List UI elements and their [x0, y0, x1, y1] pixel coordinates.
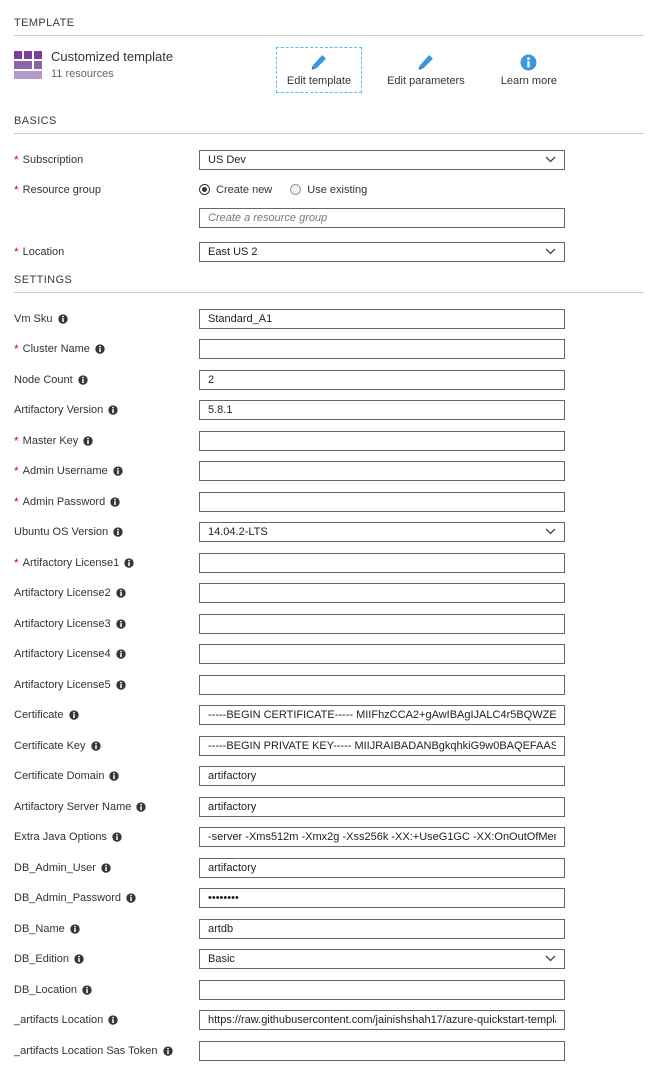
admin-username-input[interactable]: [199, 461, 565, 481]
info-icon[interactable]: [124, 558, 134, 568]
artifacts-location-sas-token-label: [14, 1044, 199, 1058]
edit-template-label: Edit template: [286, 75, 352, 87]
info-icon[interactable]: [163, 1046, 173, 1056]
db-name-label-text: DB_Name: [14, 922, 65, 935]
field-row-certificate: [14, 705, 644, 725]
template-section-header: TEMPLATE: [14, 17, 75, 29]
artifactory-license2-input[interactable]: [199, 583, 565, 603]
db-edition-value: Basic: [208, 953, 235, 965]
required-asterisk: *: [14, 494, 19, 509]
field-row-artifactory-license5: [14, 675, 644, 695]
pencil-icon: [310, 54, 327, 71]
required-asterisk: *: [14, 555, 19, 570]
template-icon: [14, 51, 42, 79]
vm-sku-label-text: Vm Sku: [14, 312, 53, 325]
info-icon[interactable]: [108, 1015, 118, 1025]
required-asterisk: *: [14, 464, 19, 478]
master-key-label: [14, 434, 199, 448]
admin-username-label: [14, 464, 199, 478]
field-row-admin-username: [14, 461, 644, 481]
vm-sku-label: [14, 312, 199, 326]
info-icon[interactable]: [69, 710, 79, 720]
admin-username-label-text: Admin Username: [22, 465, 108, 477]
settings-section-header: SETTINGS: [14, 273, 73, 286]
db-edition-label: [14, 952, 199, 966]
artifactory-license1-label-text: Artifactory License1: [22, 556, 120, 569]
artifactory-server-name-label: [14, 800, 199, 814]
db-admin-user-label-text: DB_Admin_User: [14, 861, 96, 874]
artifactory-license3-label: [14, 617, 199, 631]
template-card-text: [51, 47, 173, 80]
cluster-name-label-text: Cluster Name: [22, 343, 90, 355]
ubuntu-os-version-label: [14, 525, 199, 539]
use-existing-radio-label[interactable]: Use existing: [307, 183, 368, 196]
field-row-admin-password: [14, 492, 644, 512]
artifacts-location-sas-token-label-text: _artifacts Location Sas Token: [14, 1044, 158, 1057]
field-row-cluster-name: [14, 339, 644, 359]
master-key-input[interactable]: [199, 431, 565, 451]
subscription-dropdown[interactable]: [199, 150, 565, 170]
settings-section-divider: [14, 292, 644, 293]
artifacts-location-label: [14, 1013, 199, 1027]
artifactory-license1-input[interactable]: [199, 553, 565, 573]
certificate-input[interactable]: [199, 705, 565, 725]
info-icon[interactable]: [70, 924, 80, 934]
node-count-label: [14, 373, 199, 387]
info-icon[interactable]: [116, 680, 126, 690]
radio-checked-icon: [199, 184, 210, 195]
info-icon[interactable]: [78, 375, 88, 385]
info-icon[interactable]: [136, 802, 146, 812]
artifactory-license2-label: [14, 586, 199, 600]
artifactory-license3-input[interactable]: [199, 614, 565, 634]
admin-password-input[interactable]: [199, 492, 565, 512]
info-icon[interactable]: [116, 649, 126, 659]
db-admin-password-label: [14, 891, 199, 905]
db-name-input[interactable]: [199, 919, 565, 939]
resource-group-radio-group: [199, 182, 565, 198]
certificate-domain-label-text: Certificate Domain: [14, 770, 105, 782]
settings-form: [14, 309, 644, 1061]
info-icon[interactable]: [126, 893, 136, 903]
subscription-label: * Subscription: [14, 153, 84, 167]
extra-java-options-input[interactable]: [199, 827, 565, 847]
cluster-name-label: [14, 342, 199, 356]
use-existing-radio[interactable]: [290, 184, 367, 196]
admin-password-label-text: Admin Password: [22, 495, 106, 508]
certificate-key-label-text: Certificate Key: [14, 739, 86, 752]
template-actions: [276, 47, 568, 93]
field-row-db-admin-password: [14, 888, 644, 908]
subscription-value: US Dev: [208, 154, 246, 166]
db-admin-password-input[interactable]: [199, 888, 565, 908]
field-row-artifactory-license2: [14, 583, 644, 603]
artifacts-location-sas-token-input[interactable]: [199, 1041, 565, 1061]
info-icon[interactable]: [91, 741, 101, 751]
ubuntu-os-version-value: 14.04.2-LTS: [208, 526, 268, 538]
edit-parameters-label: Edit parameters: [387, 75, 465, 87]
field-row-certificate-key: [14, 736, 644, 756]
certificate-label: [14, 708, 199, 722]
create-new-radio[interactable]: [199, 184, 272, 196]
chevron-down-icon: [545, 154, 556, 166]
resource-group-label: * Resource group: [14, 182, 101, 197]
basics-section-header: BASICS: [14, 115, 57, 127]
field-row-vm-sku: [14, 309, 644, 329]
template-resource-count: 11 resources: [51, 68, 114, 80]
certificate-key-input[interactable]: [199, 736, 565, 756]
required-asterisk: *: [14, 342, 19, 356]
ubuntu-os-version-dropdown[interactable]: [199, 522, 565, 542]
info-icon[interactable]: [82, 985, 92, 995]
subscription-row: [14, 150, 644, 170]
field-row-db-edition: [14, 949, 644, 969]
field-row-artifactory-license3: [14, 614, 644, 634]
edit-template-button[interactable]: [276, 47, 362, 93]
field-row-extra-java-options: [14, 827, 644, 847]
required-asterisk: *: [14, 244, 19, 259]
field-row-artifactory-server-name: [14, 797, 644, 817]
db-admin-user-input[interactable]: [199, 858, 565, 878]
certificate-key-label: [14, 739, 199, 753]
artifactory-license4-input[interactable]: [199, 644, 565, 664]
field-row-certificate-domain: [14, 766, 644, 786]
location-value: East US 2: [208, 245, 258, 258]
db-location-input[interactable]: [199, 980, 565, 1000]
field-row-master-key: [14, 431, 644, 451]
create-new-radio-label[interactable]: Create new: [216, 183, 273, 196]
extra-java-options-label-text: Extra Java Options: [14, 831, 107, 843]
extra-java-options-label: [14, 830, 199, 844]
info-icon[interactable]: [116, 619, 126, 629]
chevron-down-icon: [545, 246, 556, 258]
template-section-divider: [14, 35, 644, 36]
field-row-artifactory-version: [14, 400, 644, 420]
learn-more-button[interactable]: [490, 47, 568, 93]
db-name-label: [14, 922, 199, 936]
artifactory-license4-label: [14, 647, 199, 661]
resource-group-row: [14, 181, 644, 228]
artifactory-license5-input[interactable]: [199, 675, 565, 695]
db-location-label: [14, 983, 199, 997]
vm-sku-input[interactable]: [199, 309, 565, 329]
location-row: [14, 242, 644, 262]
info-icon[interactable]: [58, 314, 68, 324]
field-row-artifactory-license4: [14, 644, 644, 664]
artifactory-version-label: [14, 403, 199, 417]
info-icon: [520, 54, 537, 71]
info-icon[interactable]: [74, 954, 84, 964]
location-label: * Location: [14, 244, 65, 259]
radio-unchecked-icon: [290, 184, 301, 195]
field-row-db-admin-user: [14, 858, 644, 878]
basics-section-divider: [14, 133, 644, 134]
artifacts-location-label-text: _artifacts Location: [14, 1014, 104, 1026]
field-row-db-name: [14, 919, 644, 939]
artifactory-version-label-text: Artifactory Version: [14, 404, 104, 416]
required-asterisk: *: [14, 182, 19, 197]
chevron-down-icon: [545, 953, 556, 965]
artifactory-license5-label: [14, 678, 199, 692]
artifactory-license5-label-text: Artifactory License5: [14, 678, 111, 691]
info-icon[interactable]: [113, 527, 123, 537]
learn-more-label: Learn more: [500, 75, 557, 87]
certificate-domain-label: [14, 769, 199, 783]
node-count-input[interactable]: [199, 370, 565, 390]
field-row-artifactory-license1: [14, 553, 644, 573]
field-row-artifacts-location-sas-token: [14, 1041, 644, 1061]
artifacts-location-input[interactable]: [199, 1010, 565, 1030]
db-location-label-text: DB_Location: [14, 983, 77, 996]
artifactory-server-name-input[interactable]: [199, 797, 565, 817]
artifactory-license4-label-text: Artifactory License4: [14, 648, 111, 660]
required-asterisk: *: [14, 433, 19, 448]
info-icon[interactable]: [110, 497, 120, 507]
template-card: [14, 47, 644, 91]
chevron-down-icon: [545, 526, 556, 538]
master-key-label-text: Master Key: [22, 434, 79, 447]
info-icon[interactable]: [101, 863, 111, 873]
pencil-icon: [417, 54, 434, 71]
info-icon[interactable]: [83, 436, 93, 446]
node-count-label-text: Node Count: [14, 373, 73, 386]
artifactory-server-name-label-text: Artifactory Server Name: [14, 800, 132, 813]
certificate-label-text: Certificate: [14, 709, 64, 721]
db-edition-dropdown[interactable]: [199, 949, 565, 969]
info-icon[interactable]: [95, 344, 105, 354]
info-icon[interactable]: [112, 832, 122, 842]
location-dropdown[interactable]: [199, 242, 565, 262]
ubuntu-os-version-label-text: Ubuntu OS Version: [14, 526, 109, 538]
basics-form: [14, 150, 644, 262]
admin-password-label: [14, 495, 199, 509]
cluster-name-input[interactable]: [199, 339, 565, 359]
info-icon[interactable]: [116, 588, 126, 598]
resource-group-name-input[interactable]: [199, 208, 565, 228]
info-icon[interactable]: [113, 466, 123, 476]
info-icon[interactable]: [109, 771, 119, 781]
field-row-db-location: [14, 980, 644, 1000]
db-admin-user-label: [14, 861, 199, 875]
info-icon[interactable]: [108, 405, 118, 415]
field-row-ubuntu-os-version: [14, 522, 644, 542]
field-row-artifacts-location: [14, 1010, 644, 1030]
edit-parameters-button[interactable]: [376, 47, 476, 93]
certificate-domain-input[interactable]: [199, 766, 565, 786]
db-admin-password-label-text: DB_Admin_Password: [14, 892, 121, 904]
artifactory-version-input[interactable]: [199, 400, 565, 420]
db-edition-label-text: DB_Edition: [14, 953, 70, 965]
artifactory-license2-label-text: Artifactory License2: [14, 587, 111, 599]
artifactory-license3-label-text: Artifactory License3: [14, 617, 111, 630]
artifactory-license1-label: [14, 556, 199, 570]
field-row-node-count: [14, 370, 644, 390]
template-title: Customized template: [51, 49, 174, 64]
required-asterisk: *: [14, 153, 19, 167]
